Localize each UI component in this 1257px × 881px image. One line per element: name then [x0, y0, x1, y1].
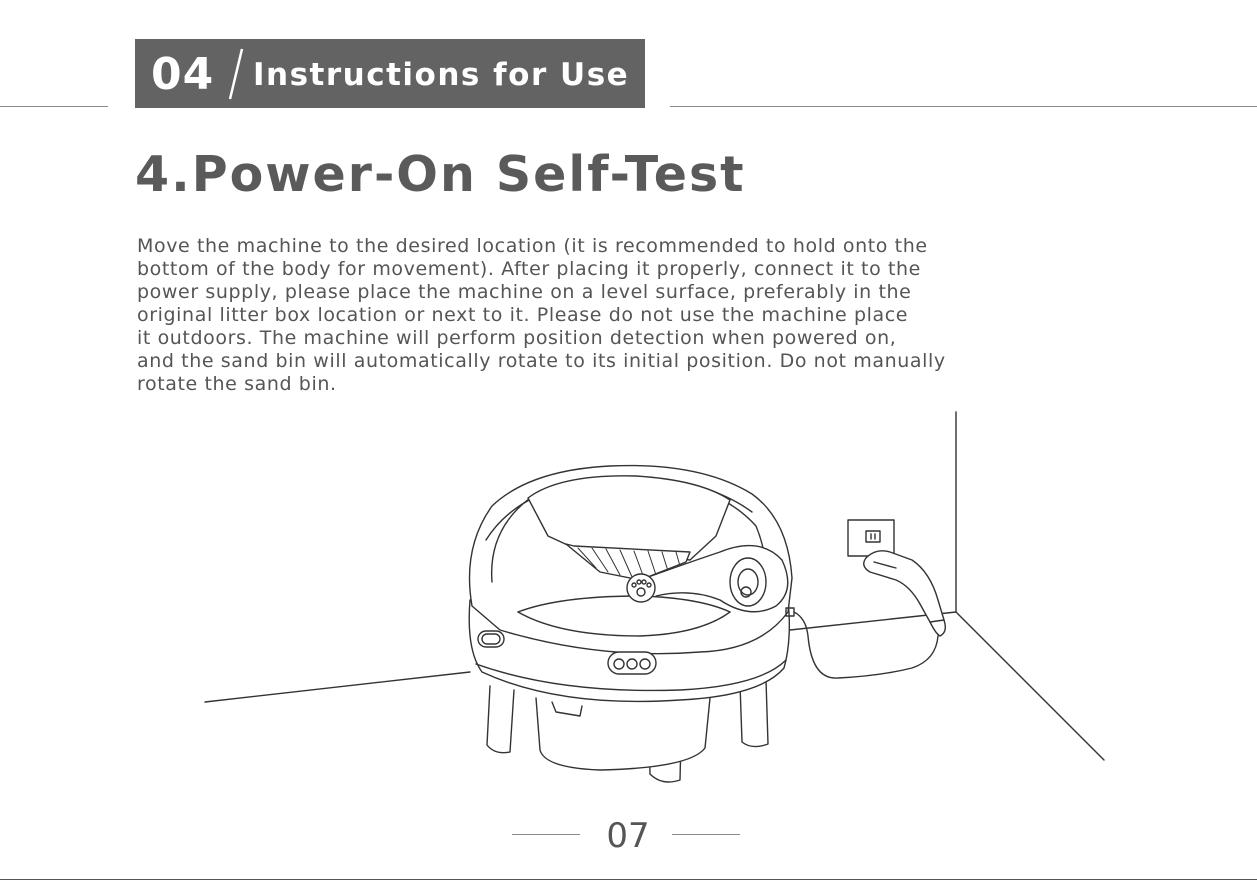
paragraph-line: original litter box location or next to it. Please do not use the machine place: [137, 304, 909, 326]
section-banner: [135, 39, 645, 108]
paragraph-line: it outdoors. The machine will perform position detection when powered on,: [137, 327, 897, 349]
section-number: 04: [151, 49, 215, 100]
paw-icon: [627, 574, 655, 602]
power-plug-icon: [864, 551, 946, 636]
page-number: 07: [606, 816, 650, 856]
header-rule-right: [670, 106, 1257, 107]
instruction-paragraph: [137, 235, 1037, 396]
page-bottom-rule: [0, 879, 1257, 880]
page-title: 4.Power-On Self-Test: [135, 146, 746, 203]
footer-rule-right: [672, 834, 740, 835]
footer-rule-left: [512, 834, 580, 835]
litter-box-machine-icon: [469, 466, 794, 782]
paragraph-line: bottom of the body for movement). After placing it properly, connect it to the: [137, 258, 921, 280]
wall-outlet-icon: [848, 520, 894, 556]
paragraph-line: and the sand bin will automatically rotate to its initial position. Do not manually: [137, 350, 946, 372]
slash-divider-icon: [226, 43, 246, 103]
section-title: Instructions for Use: [253, 57, 630, 93]
setup-illustration: [0, 400, 1257, 820]
paragraph-line: rotate the sand bin.: [137, 373, 337, 395]
paragraph-line: Move the machine to the desired location (it is recommended to hold onto the: [137, 235, 928, 257]
header-rule-left: [0, 106, 108, 107]
paragraph-line: power supply, please place the machine on a level surface, preferably in the: [137, 281, 912, 303]
